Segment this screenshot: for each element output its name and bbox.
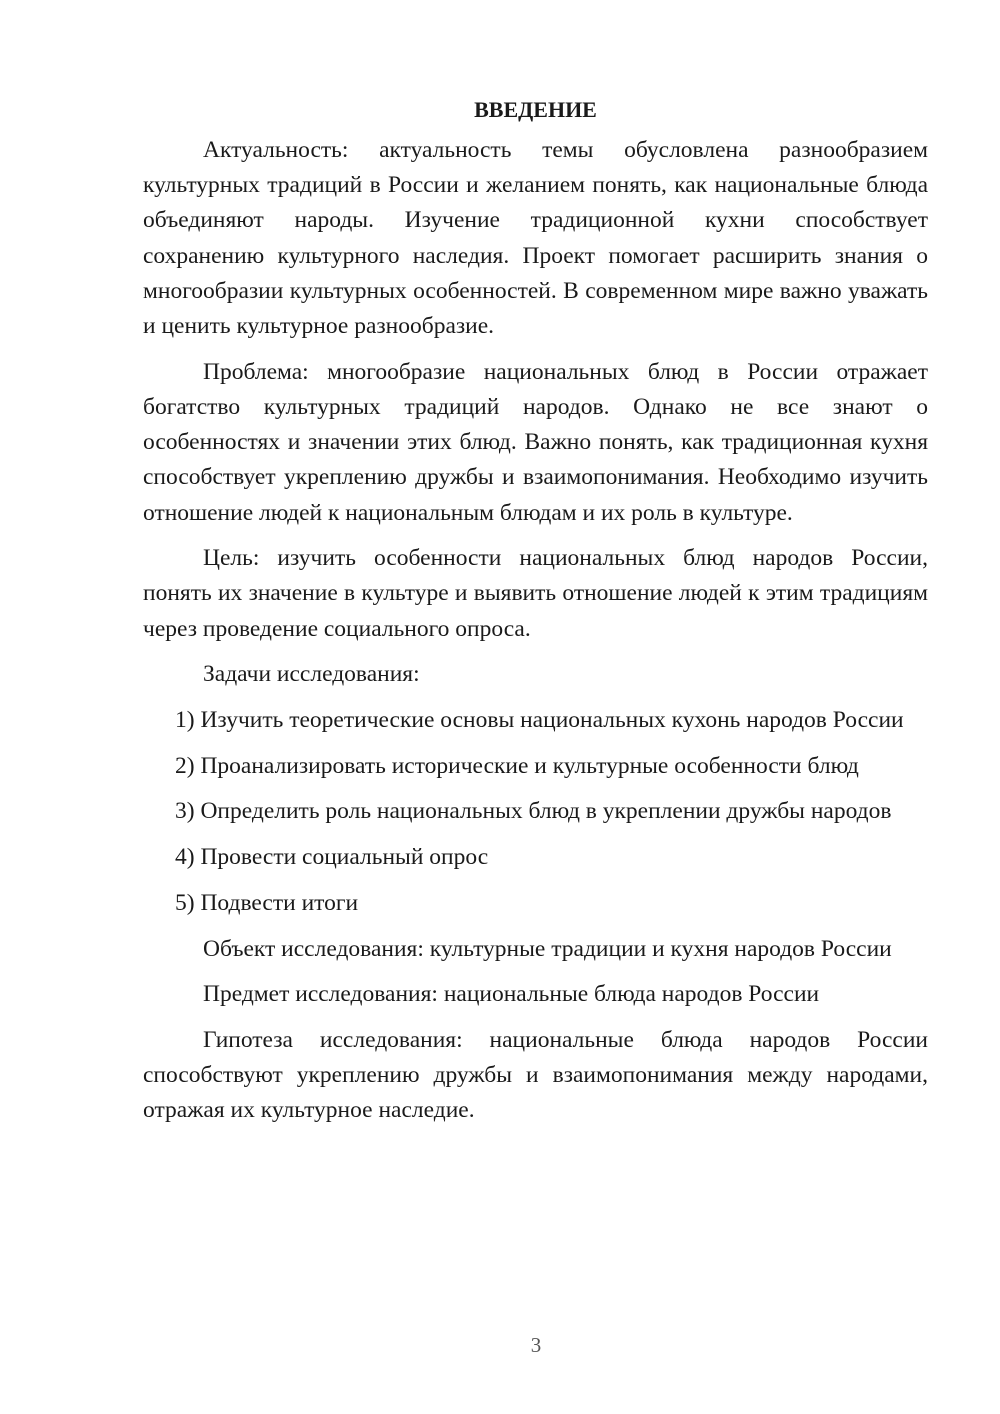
- task-item-3: 3) Определить роль национальных блюд в укреплении дружбы народов: [175, 798, 892, 825]
- object-paragraph: Объект исследования: культурные традиции и кухня народов России: [203, 935, 892, 962]
- subject-paragraph: Предмет исследования: национальные блюда народов России: [203, 981, 820, 1008]
- page-number: 3: [530, 1333, 542, 1357]
- page-content: [143, 92, 928, 1139]
- task-item-4: 4) Провести социальный опрос: [175, 844, 489, 871]
- hypothesis-paragraph: Гипотеза исследования: национальные блюда народов России способствуют укреплению дружбы и взаимопонимания между народами, отражая их культурное наследие.: [143, 1026, 928, 1124]
- page-title: ВВЕДЕНИЕ: [474, 97, 597, 122]
- task-item-1: 1) Изучить теоретические основы национальных кухонь народов России: [175, 707, 904, 734]
- tasks-heading: Задачи исследования:: [203, 661, 420, 688]
- task-item-5: 5) Подвести итоги: [175, 889, 359, 916]
- task-item-2: 2) Проанализировать исторические и культурные особенности блюд: [175, 752, 859, 779]
- relevance-paragraph: Актуальность: актуальность темы обусловлена разнообразием культурных традиций в России и желанием понять, как национальные блюда объединяют народы. Изучение традиционной кухни способствует сохранению культурного наследия. Проект помогает расширить знания о многообразии культурных особенностей. В современном мире важно уважать и ценить культурное разнообразие.: [143, 137, 928, 340]
- problem-paragraph: Проблема: многообразие национальных блюд в России отражает богатство культурных традиций народов. Однако не все знают о особенностях и значении этих блюд. Важно понять, как традиционная кухня способствует укреплению дружбы и взаимопонимания. Необходимо изучить отношение людей к национальным блюдам и их роль в культуре.: [143, 358, 928, 526]
- goal-paragraph: Цель: изучить особенности национальных блюд народов России, понять их значение в культуре и выявить отношение людей к этим традициям через проведение социального опроса.: [143, 545, 928, 642]
